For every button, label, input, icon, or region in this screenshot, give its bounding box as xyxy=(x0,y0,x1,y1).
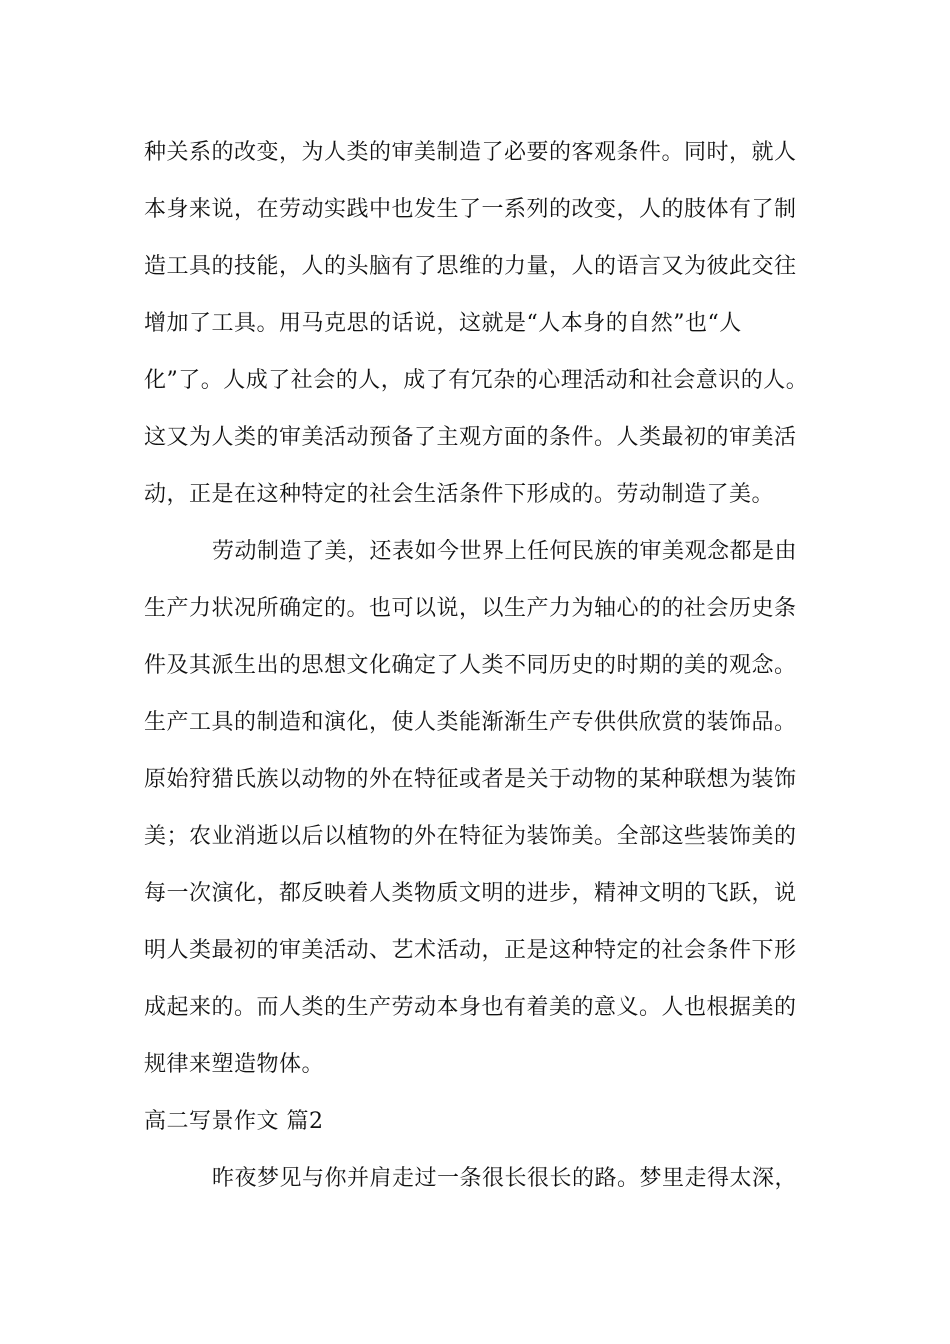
paragraph-2-line-8: 明人类最初的审美活动、艺术活动，正是这种特定的社会条件下形 xyxy=(144,938,797,963)
paragraph-2-line-10: 规律来塑造物体。 xyxy=(144,1052,325,1077)
paragraph-2-line-1: 劳动制造了美，还表如今世界上任何民族的审美观念都是由 xyxy=(212,539,798,564)
paragraph-2-line-6: 美；农业消逝以后以植物的外在特征为装饰美。全部这些装饰美的 xyxy=(144,824,797,849)
paragraph-2-line-7: 每一次演化，都反映着人类物质文明的进步，精神文明的飞跃，说 xyxy=(144,881,797,906)
section-heading: 高二写景作文 篇2 xyxy=(144,1109,324,1134)
paragraph-1-line-1: 种关系的改变，为人类的审美制造了必要的客观条件。同时，就人 xyxy=(144,140,797,165)
paragraph-1-line-5: 化”了。人成了社会的人，成了有冗杂的心理活动和社会意识的人。 xyxy=(144,368,809,393)
paragraph-1-line-6: 这又为人类的审美活动预备了主观方面的条件。人类最初的审美活 xyxy=(144,425,797,450)
paragraph-1-line-3: 造工具的技能，人的头脑有了思维的力量，人的语言又为彼此交往 xyxy=(144,254,797,279)
paragraph-2-line-5: 原始狩猎氏族以动物的外在特征或者是关于动物的某种联想为装饰 xyxy=(144,767,797,792)
paragraph-2-line-4: 生产工具的制造和演化，使人类能渐渐生产专供供欣赏的装饰品。 xyxy=(144,710,797,735)
paragraph-2-line-9: 成起来的。而人类的生产劳动本身也有着美的意义。人也根据美的 xyxy=(144,995,797,1020)
paragraph-2-line-3: 件及其派生出的思想文化确定了人类不同历史的时期的美的观念。 xyxy=(144,653,797,678)
paragraph-3-line-1: 昨夜梦见与你并肩走过一条很长很长的路。梦里走得太深， xyxy=(212,1166,798,1191)
paragraph-1-line-2: 本身来说，在劳动实践中也发生了一系列的改变，人的肢体有了制 xyxy=(144,197,797,222)
paragraph-1-line-4: 增加了工具。用马克思的话说，这就是“人本身的自然”也“人 xyxy=(144,311,742,336)
paragraph-2-line-2: 生产力状况所确定的。也可以说，以生产力为轴心的的社会历史条 xyxy=(144,596,797,621)
paragraph-1-line-7: 动，正是在这种特定的社会生活条件下形成的。劳动制造了美。 xyxy=(144,482,775,507)
